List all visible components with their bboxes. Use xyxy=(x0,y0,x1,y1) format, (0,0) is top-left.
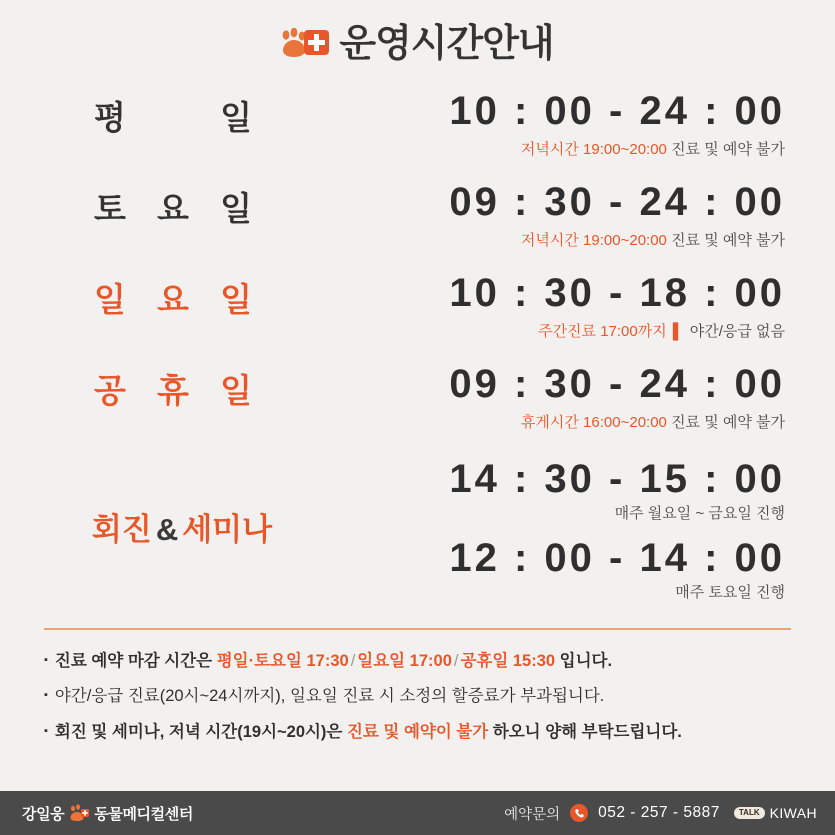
footer-brand xyxy=(22,803,193,824)
brand-name-left: 강일웅 xyxy=(22,805,65,823)
hours-table xyxy=(44,90,791,602)
day-char: 평 xyxy=(94,99,126,136)
seminar-label xyxy=(44,511,294,548)
notice-part: 공휴일 15:30 xyxy=(460,652,556,670)
paw-cross-icon xyxy=(69,804,89,822)
time-note: 매주 토요일 진행 xyxy=(675,584,785,601)
note-highlight: 저녁시간 19:00~20:00 xyxy=(520,232,667,249)
notice-list xyxy=(44,650,791,743)
brand-name-right: 동물메디컬센터 xyxy=(94,805,193,823)
table-row xyxy=(44,272,791,341)
kakao-channel-name: KIWAH xyxy=(769,805,817,821)
time-range: 09 : 30 - 24 : 00 xyxy=(449,180,785,224)
day-label xyxy=(44,181,294,229)
section-divider xyxy=(44,628,791,630)
day-label xyxy=(44,90,294,138)
time-range: 14 : 30 - 15 : 00 xyxy=(449,457,785,501)
footer-contact xyxy=(504,803,817,824)
reservation-label: 예약문의 xyxy=(504,806,561,823)
seminar-block xyxy=(294,458,785,523)
day-char: 휴 xyxy=(157,372,189,409)
phone-icon xyxy=(570,804,588,822)
bullet-icon: ▪ xyxy=(44,724,48,737)
day-char: 공 xyxy=(94,372,126,409)
day-char: 요 xyxy=(157,190,189,227)
notice-text xyxy=(55,721,682,743)
notice-part: 입니다. xyxy=(555,652,613,670)
notice-part: 진료 예약 마감 시간은 xyxy=(54,652,217,670)
list-item xyxy=(44,721,791,743)
time-note: 매주 월요일 ~ 금요일 진행 xyxy=(614,505,785,522)
time-range: 12 : 00 - 14 : 00 xyxy=(449,536,785,580)
notice-part: / xyxy=(350,652,356,670)
seminar-label-right: 세미나 xyxy=(182,512,273,548)
list-item xyxy=(44,685,791,707)
phone-number[interactable]: 052 - 257 - 5887 xyxy=(598,804,720,821)
table-row xyxy=(44,363,791,432)
table-row xyxy=(44,90,791,159)
note-text: 야간/응급 없음 xyxy=(689,323,785,340)
notice-part: 진료 및 예약이 불가 xyxy=(346,722,489,741)
note-divider-icon: ▌ xyxy=(672,323,684,340)
time-note xyxy=(294,320,785,341)
bullet-icon: ▪ xyxy=(44,654,48,666)
table-row-seminar xyxy=(44,458,791,602)
day-char: 일 xyxy=(220,281,252,318)
time-range: 10 : 30 - 18 : 00 xyxy=(449,271,785,315)
note-text: 진료 및 예약 불가 xyxy=(671,232,785,249)
day-char: 요 xyxy=(157,281,189,318)
kakao-channel[interactable] xyxy=(734,805,817,821)
bullet-icon: ▪ xyxy=(44,689,48,702)
day-char: 일 xyxy=(220,372,252,409)
notice-part: 일요일 17:00 xyxy=(357,652,452,670)
day-char: 토 xyxy=(94,190,126,227)
seminar-label-amp: & xyxy=(155,512,179,548)
note-highlight: 휴게시간 16:00~20:00 xyxy=(520,414,667,431)
time-block xyxy=(294,272,791,341)
notice-part: / xyxy=(453,652,459,670)
note-text: 진료 및 예약 불가 xyxy=(671,414,785,431)
time-block xyxy=(294,181,791,250)
day-char: 일 xyxy=(94,281,126,318)
note-highlight: 주간진료 17:00까지 xyxy=(538,323,667,340)
table-row xyxy=(44,181,791,250)
page-header xyxy=(0,0,835,72)
notice-text xyxy=(55,650,612,672)
list-item xyxy=(44,650,791,672)
notice-part: 평일·토요일 17:30 xyxy=(216,652,349,670)
footer-bar xyxy=(0,791,835,835)
notice-part: 하오니 양해 부탁드립니다. xyxy=(488,722,682,741)
page-title: 운영시간안내 xyxy=(339,22,554,65)
kakao-talk-icon: TALK xyxy=(734,807,765,819)
notice-part: 회진 및 세미나, 저녁 시간(19시~20시)은 xyxy=(54,722,347,741)
day-label xyxy=(44,363,294,411)
time-range: 10 : 00 - 24 : 00 xyxy=(449,89,785,133)
time-block xyxy=(294,458,791,602)
time-block xyxy=(294,363,791,432)
seminar-label-left: 회진 xyxy=(91,512,152,548)
note-text: 진료 및 예약 불가 xyxy=(671,141,785,158)
time-block xyxy=(294,90,791,159)
day-label xyxy=(44,272,294,320)
time-range: 09 : 30 - 24 : 00 xyxy=(449,362,785,406)
time-note xyxy=(294,229,785,250)
seminar-block xyxy=(294,537,785,602)
day-char: 일 xyxy=(220,190,252,227)
notice-text: 야간/응급 진료(20시~24시까지), 일요일 진료 시 소정의 할증료가 부과됩니다. xyxy=(54,687,605,706)
note-highlight: 저녁시간 19:00~20:00 xyxy=(520,141,667,158)
time-note xyxy=(294,411,785,432)
time-note xyxy=(294,138,785,159)
day-char: 일 xyxy=(220,99,252,136)
paw-cross-icon xyxy=(281,24,329,66)
